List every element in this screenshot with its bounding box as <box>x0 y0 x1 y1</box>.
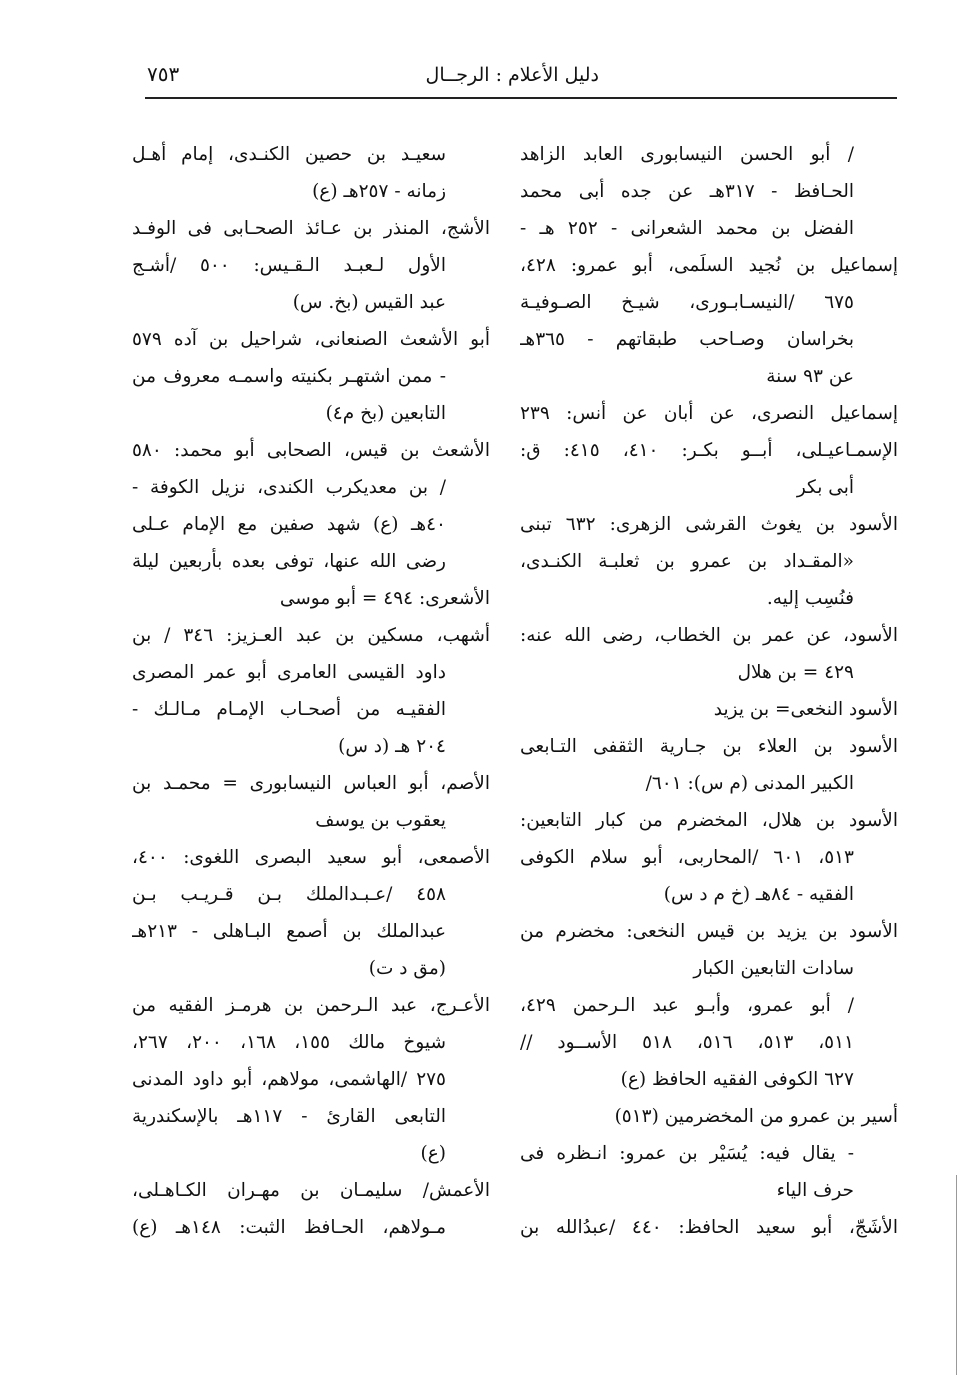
index-line: الكبير المدنى (م س): ٦٠١/ <box>645 773 854 794</box>
index-line: الفقيه - ٨٤هـ (خ م د س) <box>663 884 854 905</box>
running-title: دليل الأعلام : الرجــال <box>425 64 599 86</box>
index-line: التابعى القارئ - ١١٧هـ بالإسكندرية <box>132 1106 447 1127</box>
index-line: ٢٠٤ هـ (د س) <box>338 736 446 757</box>
index-line: الأسود بن العلاء بن جـارية الثقفى التـابعى <box>520 736 898 757</box>
index-line: ٢٧٥ /الهاشمى، مولاهم، أبو داود المدنى <box>132 1069 446 1090</box>
index-line: الأسود بن يغوث القرشى الزهرى: ٦٣٢ تبنى <box>520 514 898 535</box>
index-line: زمانه - ٢٥٧هـ (ع) <box>312 181 446 202</box>
index-line: الأصم، أبو العباس النيسابورى = محمـد بن <box>132 773 490 794</box>
index-line: الأعـرج، عبد الـرحمن بن هرمـز الفقيه من <box>132 995 490 1016</box>
index-line: إسماعيل بن نُجيد السلَمى، أبو عمرو: ٤٢٨، <box>520 255 898 276</box>
index-line: أبى بكر <box>796 477 854 498</box>
index-line: الإسمـاعيـلى، أبــو بكـر: ٤١٠، ٤١٥: ق: <box>520 440 898 461</box>
index-line: «المقـداد بن عمرو بن ثعلبـة الكنـدى، <box>520 551 854 572</box>
page-number: ٧٥٣ <box>147 62 180 86</box>
index-line: يعقوب بن يوسف <box>315 810 446 831</box>
index-line: رضى الله عنها، توفى بعده بأربعين ليلة <box>132 551 446 572</box>
index-line: ٤٥٨ /عـبـدالملك بـن قـريـب بـن <box>132 884 446 905</box>
index-line: مـولاهم، الحـافظ الثبت: ١٤٨هـ (ع) <box>132 1217 447 1238</box>
index-line: ٥١٣، ٦٠١ /المحاربى، أبو سلام الكوفى <box>520 847 854 868</box>
index-line: الحـافظ - ٣١٧هـ عن جده أبى محمد <box>520 181 854 202</box>
index-line: الأشعث بن قيس، الصحابى أبو محمد: ٥٨٠ <box>132 440 490 461</box>
index-line: سادات التابعين الكبار <box>693 958 854 979</box>
index-line: ٦٧٥ /النيسـابـورى، شيـخ الصـوفيـة <box>520 292 854 313</box>
index-line: حرف الياء <box>776 1180 854 1201</box>
page-edge-line <box>956 1175 957 1375</box>
index-line: عن ٩٣ سنة <box>766 366 854 387</box>
index-line: عبدالملك بن أصمع البـاهلى - ٢١٣هـ <box>132 921 446 942</box>
index-line: عبد القيس (بخ. س) <box>292 292 446 313</box>
index-line: التابعين (بخ م٤) <box>325 403 446 424</box>
index-line: - ممن اشتهـر بكنيته واسمـه معروف من <box>132 366 446 387</box>
index-line: داود القيسى العامرى أبو عمر المصرى <box>132 662 446 683</box>
index-line: (مق د ت) <box>368 958 446 979</box>
index-line: (ع) <box>420 1143 446 1164</box>
index-line: الأول لـعبـد الـقـيس: ٥٠٠ /أشـج <box>132 255 446 276</box>
index-line: الأسود بن هلال، المخضرم من كبار التابعين: <box>520 810 898 831</box>
index-line: سعيـد بن حصين الكنـدى، إمام أهـل <box>132 144 446 165</box>
index-line: الأشَجّ، أبو سعيد الحافظ: ٤٤٠ /عبدُالله بن <box>520 1217 898 1238</box>
page-header <box>0 0 967 110</box>
index-line: الفضل بن محمد الشعرانى - ٢٥٢ هـ - <box>520 218 854 239</box>
index-line: شيوخ مالك ١٥٥، ١٦٨، ٢٠٠، ٢٦٧، <box>132 1032 446 1053</box>
index-column-left <box>132 136 490 1246</box>
index-line: إسماعيل النصرى، عن أبان عن أنس: ٢٣٩ <box>520 403 898 424</box>
index-line: / أبو عمرو، وأبـو عبد الـرحمن ٤٢٩، <box>520 995 854 1016</box>
index-line: فنُسِب إليه. <box>766 588 854 609</box>
index-line: / أبو الحسن النيسابورى العابد الزاهد <box>520 144 854 165</box>
index-line: الأسود النخعى= بن يزيد <box>713 699 898 720</box>
header-divider <box>145 97 897 99</box>
index-line: الأسود بن يزيد بن قيس النخعى: مخضرم من <box>520 921 898 942</box>
index-line: - يقال فيه: يُسَيْر بن عمرو: انـظره فى <box>520 1143 854 1164</box>
index-line: / بن معديكرب الكندى، نزيل الكوفة - <box>132 477 446 498</box>
index-line: الأصمعى، أبو سعيد البصرى اللغوى: ٤٠٠، <box>132 847 490 868</box>
index-line: ٤٠هـ (ع) شهد صفين مع الإمام عـلى <box>132 514 446 535</box>
index-line: الأسود، عن عمر بن الخطاب، رضى الله عنه: <box>520 625 898 646</box>
index-column-right <box>520 136 898 1246</box>
index-line: الأعمش/ سليمـان بن مهـران الكـاهـلى، <box>132 1180 490 1201</box>
index-line: ٦٢٧ الكوفى الفقيه الحافظ (ع) <box>620 1069 854 1090</box>
index-line: الأشج، المنذر بن عـائذ الصحـابى فى الوفـد <box>132 218 490 239</box>
index-line: الفقيـه من أصحـاب الإمـام مـالـك - <box>132 699 446 720</box>
index-line: أبو الأشعث الصنعانى، شراحيل بن آده ٥٧٩ <box>132 329 490 350</box>
index-line: بخراسان وصـاحب طبقاتهم - ٣٦٥هـ <box>520 329 854 350</box>
index-line: أسير بن عمرو من المخضرمين (٥١٣) <box>614 1106 898 1127</box>
index-line: ٥١١، ٥١٣، ٥١٦، ٥١٨ الأســود // <box>520 1032 854 1053</box>
index-line: ٤٢٩ = بن هلال <box>737 662 854 683</box>
index-line: الأشعرى: ٤٩٤ = أبو موسى <box>279 588 490 609</box>
index-line: أشهب، مسكين بن عبد العـزيز: ٣٤٦ / بن <box>132 625 490 646</box>
